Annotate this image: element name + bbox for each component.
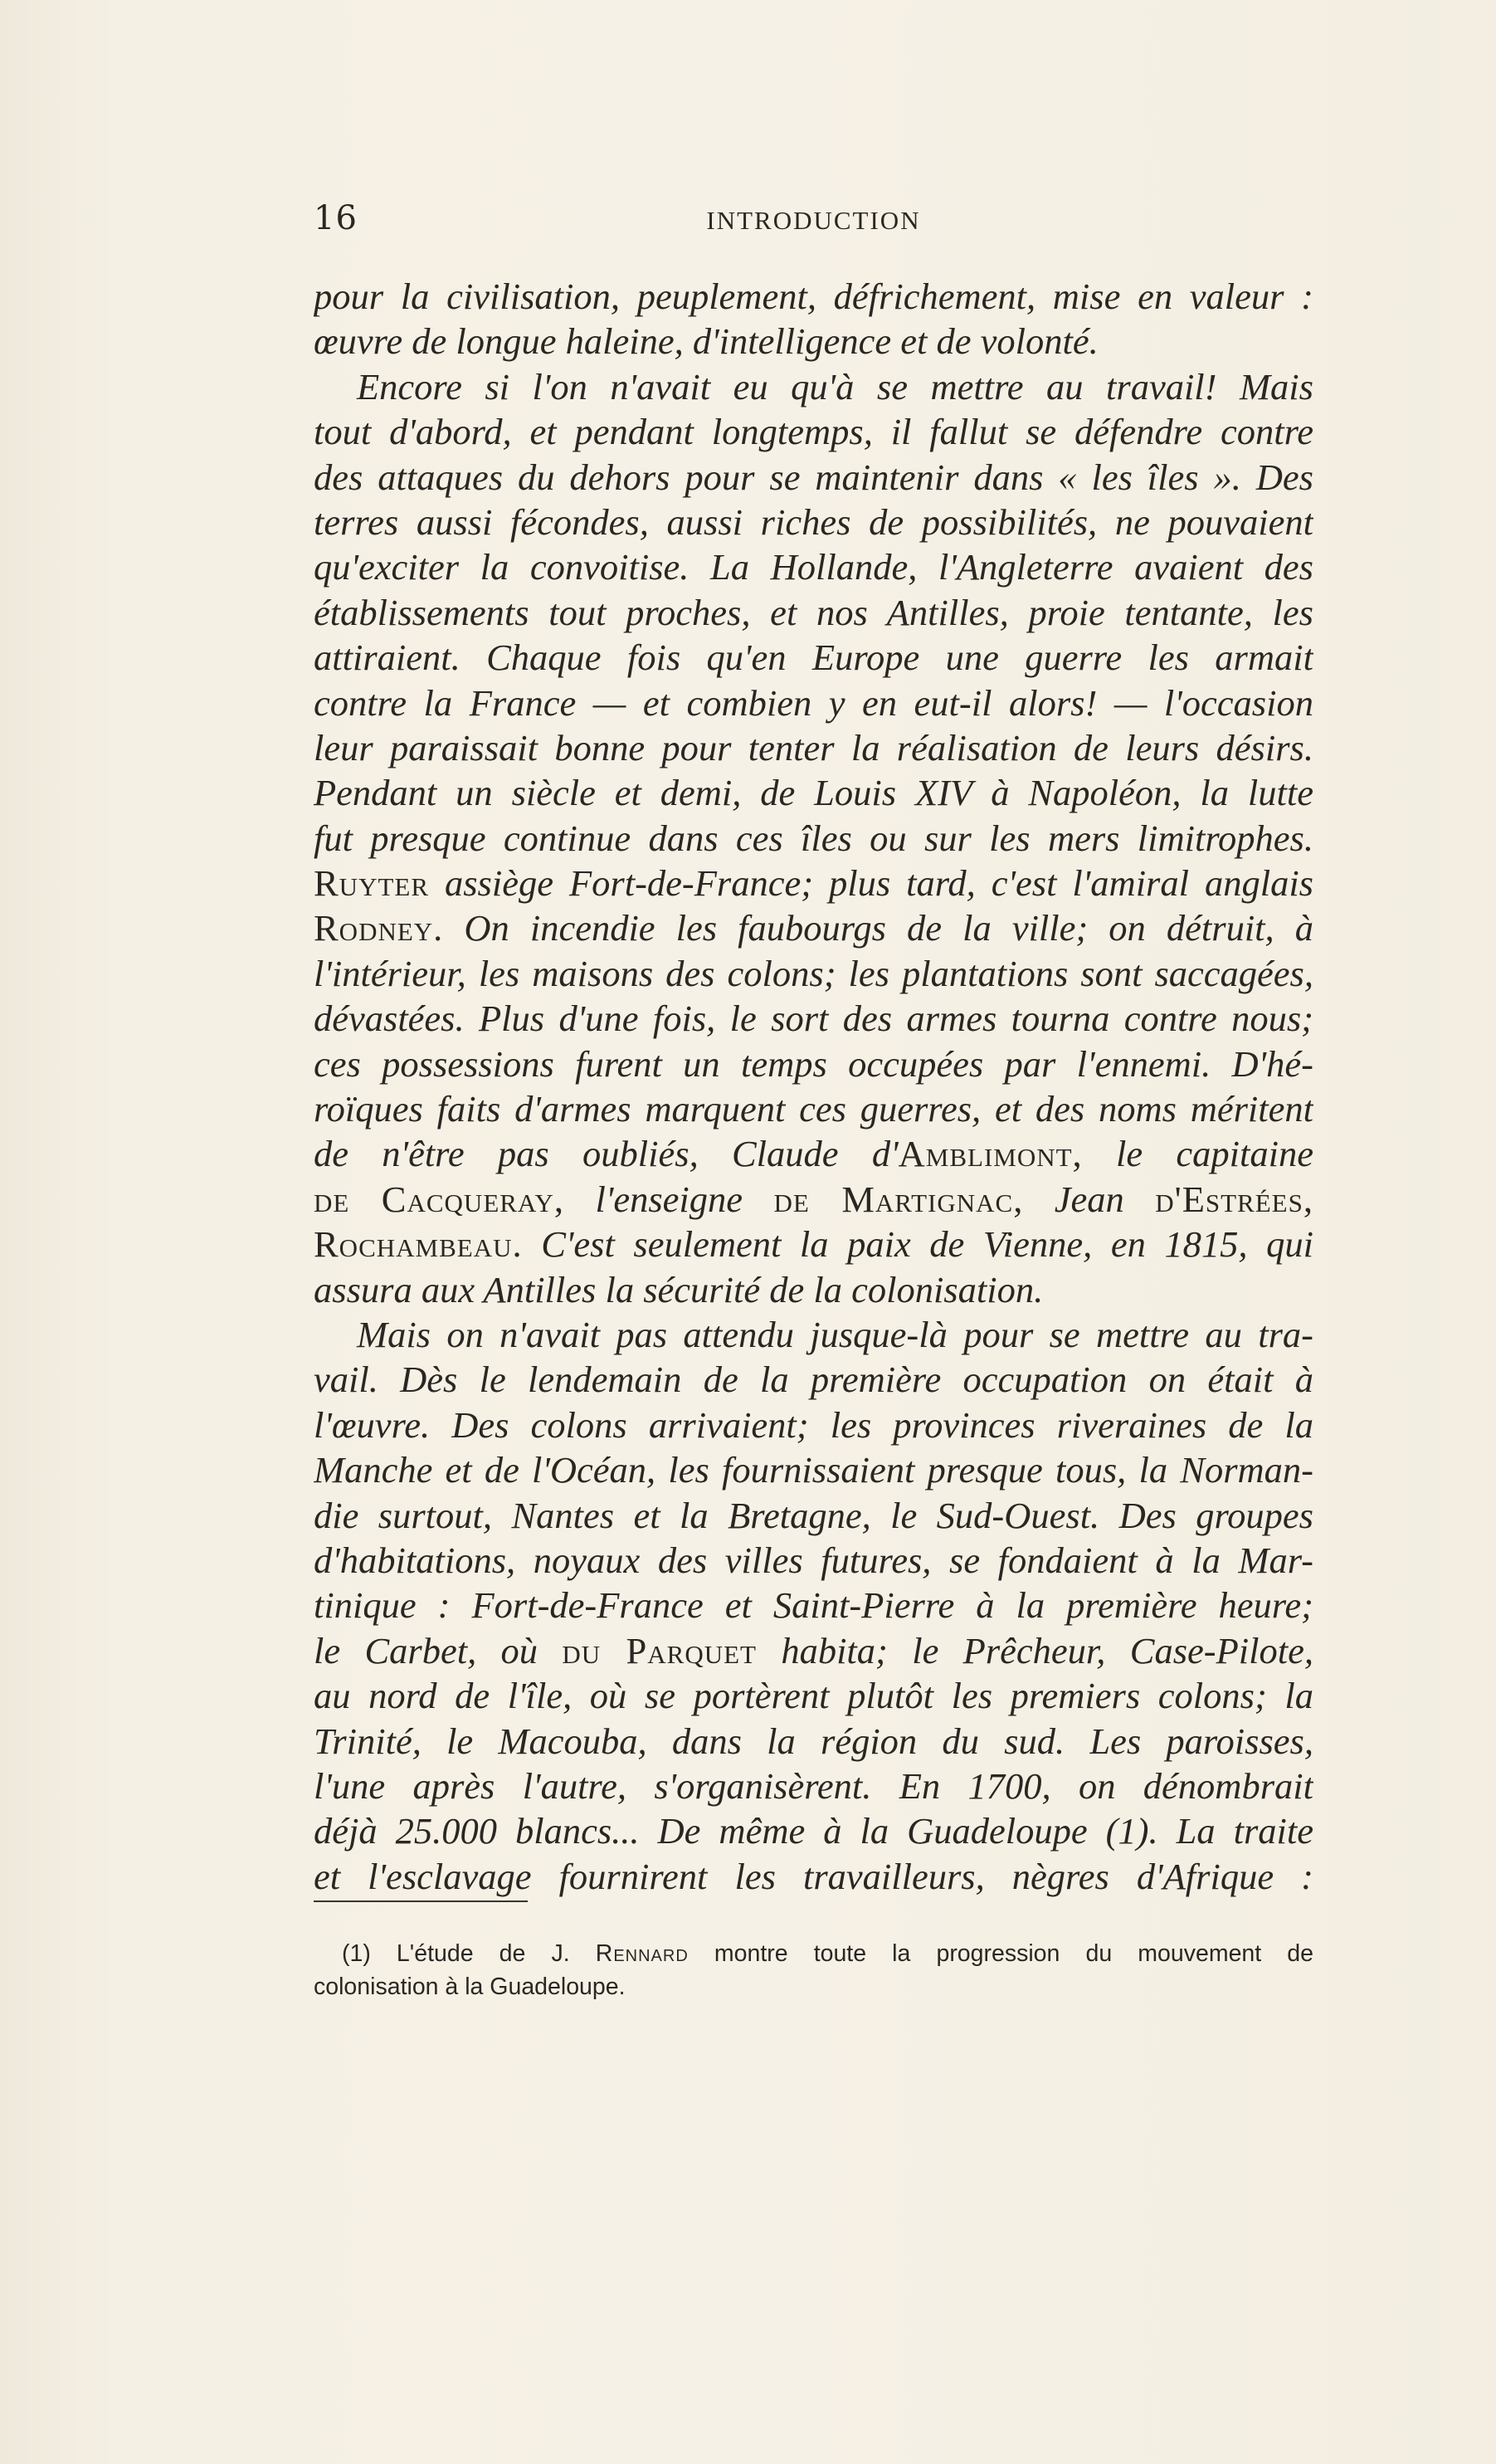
footnotes xyxy=(314,1937,1313,2003)
text-line: attiraient. Chaque fois qu'en Europe une guerre les armait xyxy=(314,637,1313,679)
text-fragment: le Carbet, où xyxy=(314,1629,563,1671)
name-du-parquet: du Parquet xyxy=(562,1629,757,1671)
text-fragment: montre toute la progression du mouvement de xyxy=(688,1940,1313,1967)
text-line xyxy=(314,1222,1313,1266)
running-title: INTRODUCTION xyxy=(706,206,921,235)
text-line: établissements tout proches, et nos Antilles, proie tentante, les xyxy=(314,591,1313,633)
text-line: Mais on n'avait pas attendu jusque-là pour se mettre au tra- xyxy=(357,1313,1313,1355)
name-estrees: d'Estrées, xyxy=(1155,1178,1313,1220)
name-rennard: Rennard xyxy=(595,1940,689,1967)
text-fragment: l'enseigne xyxy=(564,1178,774,1220)
text-line: l'une après l'autre, s'organisèrent. En 1700, on dénombrait xyxy=(314,1764,1313,1807)
text-fragment: le capitaine xyxy=(1082,1133,1313,1175)
text-line: Trinité, le Macouba, dans la région du sud. Les paroisses, xyxy=(314,1720,1313,1762)
name-martignac: de Martignac, xyxy=(773,1178,1024,1220)
text-line: pour la civilisation, peuplement, défrichement, mise en valeur : xyxy=(314,276,1313,317)
text-line: déjà 25.000 blancs... De même à la Guadeloupe (1). La traite xyxy=(314,1810,1313,1852)
text-line xyxy=(314,1131,1313,1176)
text-line: d'habitations, noyaux des villes futures, se fondaient à la Mar- xyxy=(314,1539,1313,1581)
text-line: au nord de l'île, où se portèrent plutôt les premiers colons; la xyxy=(314,1675,1313,1717)
text-line xyxy=(314,1628,1313,1673)
text-line: l'intérieur, les maisons des colons; les plantations sont saccagées, xyxy=(314,952,1313,994)
text-line: Encore si l'on n'avait eu qu'à se mettre au travail! Mais xyxy=(357,365,1313,407)
footnote-divider xyxy=(314,1900,528,1902)
text-line: l'œuvre. Des colons arrivaient; les provinces riveraines de la xyxy=(314,1403,1313,1446)
text-fragment: (1) L'étude de J. xyxy=(342,1940,596,1967)
text-fragment: de n'être pas oubliés, Claude d' xyxy=(314,1133,899,1175)
text-fragment: assiège Fort-de-France; plus tard, c'est l'amiral anglais xyxy=(429,862,1313,905)
text-line: leur paraissait bonne pour tenter la réalisation de leurs désirs. xyxy=(314,726,1313,768)
text-line xyxy=(314,861,1313,905)
text-line: Manche et de l'Océan, les fournissaient presque tous, la Norman- xyxy=(314,1449,1313,1491)
text-line: Pendant un siècle et demi, de Louis XIV à Napoléon, la lutte xyxy=(314,772,1313,814)
text-fragment: C'est seulement la paix de Vienne, en 1815, qui xyxy=(522,1223,1313,1266)
name-ruyter: Ruyter xyxy=(314,862,430,905)
text-line: fut presque continue dans ces îles ou sur les mers limitrophes. xyxy=(314,817,1313,859)
footnote-line xyxy=(314,1937,1313,1970)
text-fragment: On incendie les faubourgs de la ville; on détruit, à xyxy=(443,907,1313,949)
text-line: et l'esclavage fournirent les travailleurs, nègres d'Afrique : xyxy=(314,1855,1313,1897)
text-line xyxy=(314,905,1313,950)
text-line: des attaques du dehors pour se maintenir dans « les îles ». Des xyxy=(314,456,1313,498)
name-rochambeau: Rochambeau. xyxy=(314,1223,523,1266)
text-line xyxy=(314,1177,1313,1222)
text-line: terres aussi fécondes, aussi riches de possibilités, ne pouvaient xyxy=(314,500,1313,543)
text-line: qu'exciter la convoitise. La Hollande, l'Angleterre avaient des xyxy=(314,546,1313,588)
text-fragment: habita; le Prêcheur, Case-Pilote, xyxy=(756,1629,1313,1671)
text-line: tinique : Fort-de-France et Saint-Pierre à la première heure; xyxy=(314,1584,1313,1627)
text-line: assura aux Antilles la sécurité de la colonisation. xyxy=(314,1268,1044,1310)
page-header xyxy=(314,199,1313,241)
text-line: tout d'abord, et pendant longtemps, il fallut se défendre contre xyxy=(314,411,1313,453)
name-cacqueray: de Cacqueray, xyxy=(314,1178,564,1220)
text-line: vail. Dès le lendemain de la première occupation on était à xyxy=(314,1359,1313,1401)
text-line: dévastées. Plus d'une fois, le sort des armes tourna contre nous; xyxy=(314,998,1313,1040)
text-fragment: Jean xyxy=(1023,1178,1156,1220)
name-rodney: Rodney. xyxy=(314,907,444,949)
text-line: roïques faits d'armes marquent ces guerres, et des noms méritent xyxy=(314,1088,1313,1130)
text-line: ces possessions furent un temps occupées par l'ennemi. D'hé- xyxy=(314,1042,1313,1085)
text-line: contre la France — et combien y en eut-il alors! — l'occasion xyxy=(314,681,1313,724)
text-line: œuvre de longue haleine, d'intelligence et de volonté. xyxy=(314,320,1099,363)
text-line: die surtout, Nantes et la Bretagne, le Sud-Ouest. Des groupes xyxy=(314,1494,1313,1536)
footnote-line: colonisation à la Guadeloupe. xyxy=(314,1974,626,2000)
page-number: 16 xyxy=(314,199,358,237)
name-amblimont: Amblimont, xyxy=(898,1133,1083,1175)
body-text xyxy=(314,274,1313,1899)
